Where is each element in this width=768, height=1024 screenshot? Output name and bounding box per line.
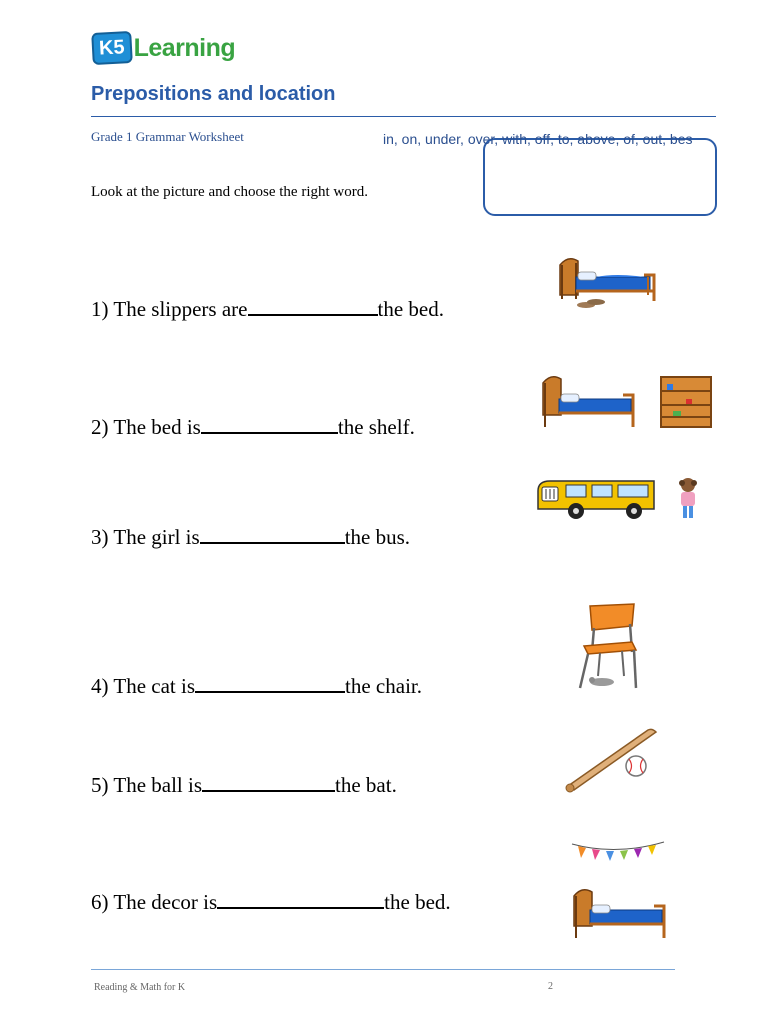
word-bank-box	[483, 138, 717, 216]
question-text-before: The cat is	[113, 674, 196, 698]
word-bank-text: in, on, under, over, with, off, to, above, of, out, bes	[383, 131, 693, 147]
answer-blank[interactable]	[201, 412, 338, 434]
answer-blank[interactable]	[200, 522, 345, 544]
question-text-after: the bat.	[335, 773, 397, 797]
footer-divider	[91, 969, 675, 970]
question-4	[91, 671, 422, 699]
question-6	[91, 887, 451, 915]
question-text-after: the bed.	[384, 890, 451, 914]
bed-with-bunting-icon	[566, 834, 670, 944]
bed-and-shelf-icon	[541, 375, 716, 431]
k5-learning-logo	[92, 28, 235, 68]
footer-text: Reading & Math for K	[94, 982, 186, 993]
question-text-after: the chair.	[345, 674, 422, 698]
logo-badge: K5	[91, 31, 132, 65]
bus-and-girl-icon	[536, 477, 712, 523]
answer-blank[interactable]	[217, 887, 384, 909]
worksheet-subtitle: Grade 1 Grammar Worksheet	[91, 129, 244, 144]
question-text-before: The decor is	[113, 890, 218, 914]
question-number: 4)	[91, 674, 109, 698]
question-3	[91, 522, 410, 550]
page-number: 2	[548, 981, 553, 992]
question-1	[91, 294, 444, 322]
question-number: 1)	[91, 297, 109, 321]
chair-with-cat-icon	[576, 602, 642, 692]
question-text-after: the bus.	[344, 525, 411, 549]
answer-blank[interactable]	[202, 770, 335, 792]
page-title: Prepositions and location	[91, 83, 336, 105]
question-text-after: the shelf.	[337, 415, 415, 439]
question-number: 2)	[91, 415, 109, 439]
question-text-before: The ball is	[113, 773, 203, 797]
question-text-after: the bed.	[377, 297, 444, 321]
question-5	[91, 770, 397, 798]
bed-with-slippers-icon	[556, 255, 660, 315]
answer-blank[interactable]	[195, 671, 345, 693]
logo-text: Learning	[133, 33, 236, 62]
bat-and-ball-icon	[564, 728, 660, 794]
header-divider	[91, 116, 716, 117]
question-number: 5)	[91, 773, 109, 797]
instructions: Look at the picture and choose the right word.	[91, 184, 369, 200]
question-number: 3)	[91, 525, 109, 549]
question-number: 6)	[91, 890, 109, 914]
answer-blank[interactable]	[248, 294, 378, 316]
question-text-before: The slippers are	[113, 297, 248, 321]
question-2	[91, 412, 415, 440]
question-text-before: The bed is	[113, 415, 201, 439]
question-text-before: The girl is	[113, 525, 200, 549]
